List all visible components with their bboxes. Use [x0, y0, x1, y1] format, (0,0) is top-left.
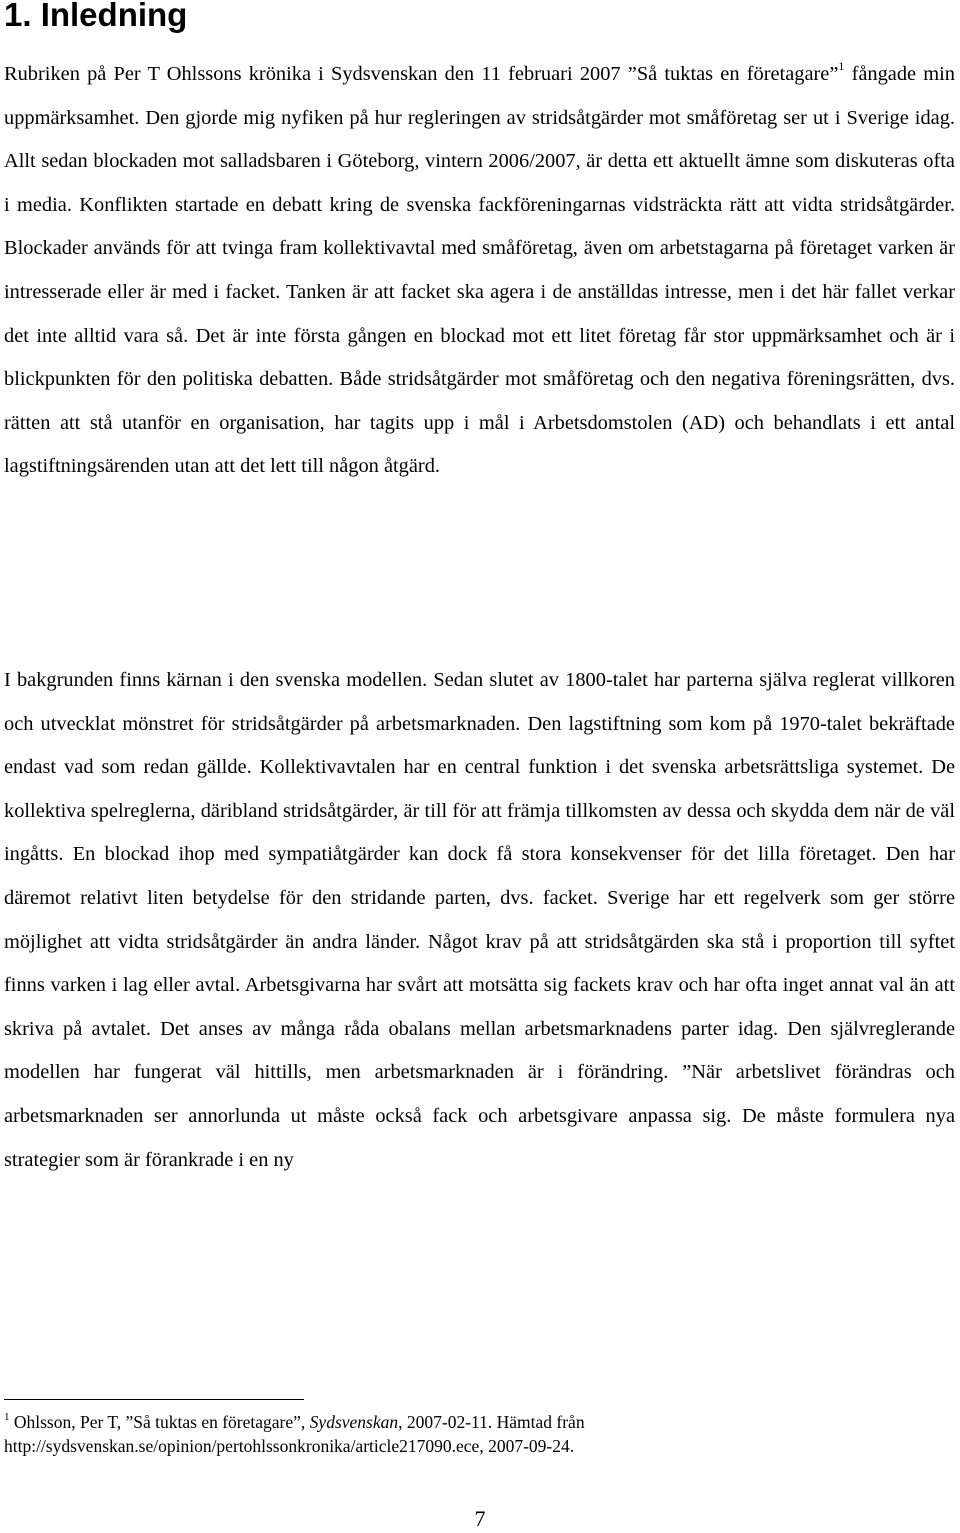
footnote-source-title: Sydsvenskan	[309, 1412, 399, 1432]
footnote-divider	[4, 1399, 304, 1400]
intro-paragraph	[4, 53, 955, 489]
footnote	[4, 1410, 944, 1458]
footnote-number: 1	[4, 1411, 10, 1424]
footnote-line	[4, 1410, 944, 1434]
paragraph-text-continued: fångade min uppmärksamhet. Den gjorde mig nyfiken på hur regleringen av stridsåtgärder mot småföretag ser ut i Sverige idag. Allt sedan blockaden mot salladsbaren i Göteborg, vintern 2006/2007, är detta ett aktuellt ämne som diskuteras ofta i media. Konflikten startade en debatt kring de svenska fackföreningarnas vidsträckta rätt att vidta stridsåtgärder. Blockader används för att tvinga fram kollektivavtal med småföretag, även om arbetstagarna på företaget varken är intresserade eller är med i facket. Tanken är att facket ska agera i de anställdas intresse, men i det här fallet verkar det inte alltid vara så. Det är inte första gången en blockad mot ett litet företag får stor uppmärksamhet och är i blickpunkten för den politiska debatten. Både stridsåtgärder mot småföretag och den negativa föreningsrätten, dvs. rätten att stå utanför en organisation, har tagits upp i mål i Arbetsdomstolen (AD) och behandlats i ett antal lagstiftningsärenden utan att det lett till någon åtgärd.	[4, 63, 955, 478]
paragraph-text: Rubriken på Per T Ohlssons krönika i Sydsvenskan den 11 februari 2007 ”Så tuktas en företagare”	[4, 63, 839, 85]
background-paragraph: I bakgrunden finns kärnan i den svenska modellen. Sedan slutet av 1800-talet har parterna själva reglerat villkoren och utvecklat mönstret för stridsåtgärder på arbetsmarknaden. Den lagstiftning som kom på 1970-talet bekräftade endast vad som redan gällde. Kollektivavtalen har en central funktion i det svenska arbetsrättsliga systemet. De kollektiva spelreglerna, däribland stridsåtgärder, är till för att främja tillkomsten av dessa och skydda dem när de väl ingåtts. En blockad ihop med sympatiåtgärder kan dock få stora konsekvenser för det lilla företaget. Den har däremot relativt liten betydelse för den stridande parten, dvs. facket. Sverige har ett regelverk som ger större möjlighet att vidta stridsåtgärder än andra länder. Något krav på att stridsåtgärden ska stå i proportion till syftet finns varken i lag eller avtal. Arbetsgivarna har svårt att motsätta sig fackets krav och har ofta inget annat val än att skriva på avtalet. Det anses av många råda obalans mellan arbetsmarknadens parter idag. Den självreglerande modellen har fungerat väl hittills, men arbetsmarknaden är i förändring. ”När arbetslivet förändras och arbetsmarknaden ser annorlunda ut måste också fack och arbetsgivare anpassa sig. De måste formulera nya strategier som är förankrade i en ny	[4, 669, 955, 1171]
section-heading: 1. Inledning	[4, 0, 188, 33]
footnote-reference[interactable]: 1	[838, 59, 845, 74]
footnote-url[interactable]: http://sydsvenskan.se/opinion/pertohlssonkronika/article217090.ece, 2007-09-24.	[4, 1436, 575, 1456]
footnote-citation-date: , 2007-02-11. Hämtad från	[398, 1412, 585, 1432]
footnote-citation: Ohlsson, Per T, ”Så tuktas en företagare”,	[9, 1412, 310, 1432]
page-number: 7	[474, 1506, 486, 1531]
